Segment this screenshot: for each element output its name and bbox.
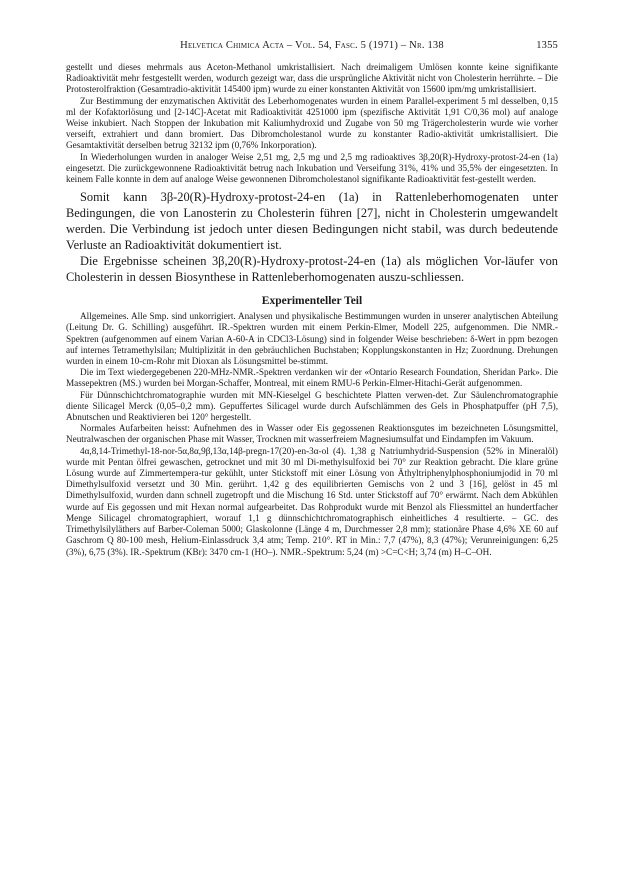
page <box>66 40 558 558</box>
page-number: 1355 <box>536 40 558 51</box>
running-header <box>66 40 558 54</box>
paragraph: Allgemeines. Alle Smp. sind unkorrigiert. Analysen und physikalische Bestimmungen wurden in unserer analytischen Abteilung (Leitung Dr. G. Schilling) ausgeführt. IR.-Spektren wurden mit einem Perkin-Elmer, Modell 225, aufgenommen. Die NMR.-Spektren (aufgenommen auf einem Varian A-60-A in CDCl3-Lösung) sind in folgender Weise beschrieben: δ-Wert in ppm bezogen auf internes Tetramethylsilan; Multiplizität in den gebräuchlichen Buchstaben; Kopplungskonstanten in Hz; Zuordnung. Drehungen wurden in einem 10-cm-Rohr mit Dioxan als Lösungsmittel be-stimmt. <box>66 311 558 367</box>
paragraph: 4α,8,14-Trimethyl-18-nor-5α,8α,9β,13α,14β-pregn-17(20)-en-3α-ol (4). 1,38 g Natriumhydrid-Suspension (52% in Mineralöl) wurde mit Pentan ölfrei gewaschen, getrocknet und mit 30 ml Di-methylsulfoxid bei 70° zur Reaktion gebracht. Die klare grüne Lösung wurde auf Zimmertempera-tur gekühlt, unter Stickstoff mit einer Lösung von Äthyltriphenylphosphoniumjodid in 70 ml Dimethylsulfoxid versetzt und 30 Min. gerührt. 1,42 g des equilibrierten Gemischs von 2 und 3 [16], gelöst in 45 ml Dimethylsulfoxid, wurden dann schnell zugetropft und die Mischung 16 Std. unter Stickstoff auf 70° erwärmt. Nach dem Abkühlen wurde auf Eis gegossen und mit Hexan normal aufgearbeitet. Das Rohprodukt wurde mit Benzol als Fliessmittel an hundertfacher Menge Silicagel chromatographiert, worauf 1,1 g dünnschichtchromatographisch einheitliches 4 resultierte. – GC. des Trimethylsilyläthers auf Barber-Coleman 5000; Glaskolonne (Länge 4 m, Durchmesser 2,8 mm); stationäre Phase 4,6% XE 60 auf Gaschrom Q 80-100 mesh, Helium-Einlassdruck 3,4 atm; Temp. 210°. RT in Min.: 7,7 (47%), 8,3 (47%); Verunreinigungen: 6,25 (3%), 6,75 (3%). IR.-Spektrum (KBr): 3470 cm-1 (HO–). NMR.-Spektrum: 5,24 (m) >C=C<H; 3,74 (m) H–C–OH. <box>66 445 558 557</box>
paragraph: Die im Text wiedergegebenen 220-MHz-NMR.-Spektren verdanken wir der «Ontario Research Foundation, Sheridan Park». Die Massepektren (MS.) wurden bei Morgan-Schaffer, Montreal, mit einem RMU-6 Perkin-Elmer-Hitachi-Gerät aufgenommen. <box>66 367 558 389</box>
paragraph: Für Dünnschichtchromatographie wurden mit MN-Kieselgel G beschichtete Platten verwen-det. Zur Säulenchromatographie diente Silicagel Merck (0,05–0,2 mm). Gepuffertes Silicagel wurde durch Aufschlämmen des Gels in Phosphatpuffer (pH 7,5), Abnutschen und Reaktivieren bei 120° hergestellt. <box>66 389 558 423</box>
paragraph: gestellt und dieses mehrmals aus Aceton-Methanol umkristallisiert. Nach dreimaligem Umlösen konnte keine signifikante Radioaktivität mehr festgestellt werden, wodurch gezeigt war, dass die ursprüngliche Aktivität nicht von Cholesterin herrührte. – Die Protosterolfraktion (Gesamtradio-aktivität 145400 ipm) wurde zu einer konstanten Aktivität von 15600 ipm/mg umkristallisiert. <box>66 62 558 95</box>
journal-header: Helvetica Chimica Acta – Vol. 54, Fasc. 5 (1971) – Nr. 138 <box>180 40 444 51</box>
paragraph-large: Die Ergebnisse scheinen 3β,20(R)-Hydroxy-protost-24-en (1a) als möglichen Vor-läufer von Cholesterin in dessen Biosynthese in Rattenleberhomogenaten auszu-schliessen. <box>66 254 558 285</box>
paragraph: Normales Aufarbeiten heisst: Aufnehmen des in Wasser oder Eis gegossenen Reaktionsgutes im bezeichneten Lösungsmittel, Neutralwaschen der organischen Phase mit Wasser, Trocknen mit wasserfreiem Magnesiumsulfat und Eindampfen im Vakuum. <box>66 423 558 445</box>
paragraph: Zur Bestimmung der enzymatischen Aktivität des Leberhomogenates wurden in einem Parallel-experiment 5 ml desselben, 0,15 ml der Kofaktorlösung und [2-14C]-Acetat mit Radioaktivität 4251000 ipm (spezifische Aktivität 1,91 C/0,36 mol) auf analoge Weise inkubiert. Nach Stoppen der Inkubation mit Kaliumhydroxid und Zugabe von 50 mg Trägercholesterin wurde wie vorher verseift, extrahiert und dann bromiert. Das Dibromcholestanol wurde zu konstanter Radio-aktivität umkristallisiert. Die Gesamtaktivität derselben betrug 32132 ipm (0,76% Inkorporation). <box>66 95 558 151</box>
paragraph-large: Somit kann 3β-20(R)-Hydroxy-protost-24-en (1a) in Rattenleberhomogenaten unter Bedingungen, die von Lanosterin zu Cholesterin führen [27], nicht in Cholesterin umgewandelt werden. Die Verbindung ist jedoch unter diesen Bedingungen nicht stabil, was durch bedeutende Verluste an Radioaktivität dokumentiert ist. <box>66 190 558 253</box>
paragraph: In Wiederholungen wurden in analoger Weise 2,51 mg, 2,5 mg und 2,5 mg radioaktives 3β,20(R)-Hydroxy-protost-24-en (1a) eingesetzt. Die zurückgewonnene Radioaktivität betrug nach Inkubation und Verseifung 31%, 41% und 35,5% der eingesetzten. In keinem Falle konnte in dem auf analoge Weise gewonnenen Dibromcholestanol signifikante Radioaktivität fest-gestellt werden. <box>66 151 558 185</box>
section-title: Experimenteller Teil <box>261 295 363 308</box>
